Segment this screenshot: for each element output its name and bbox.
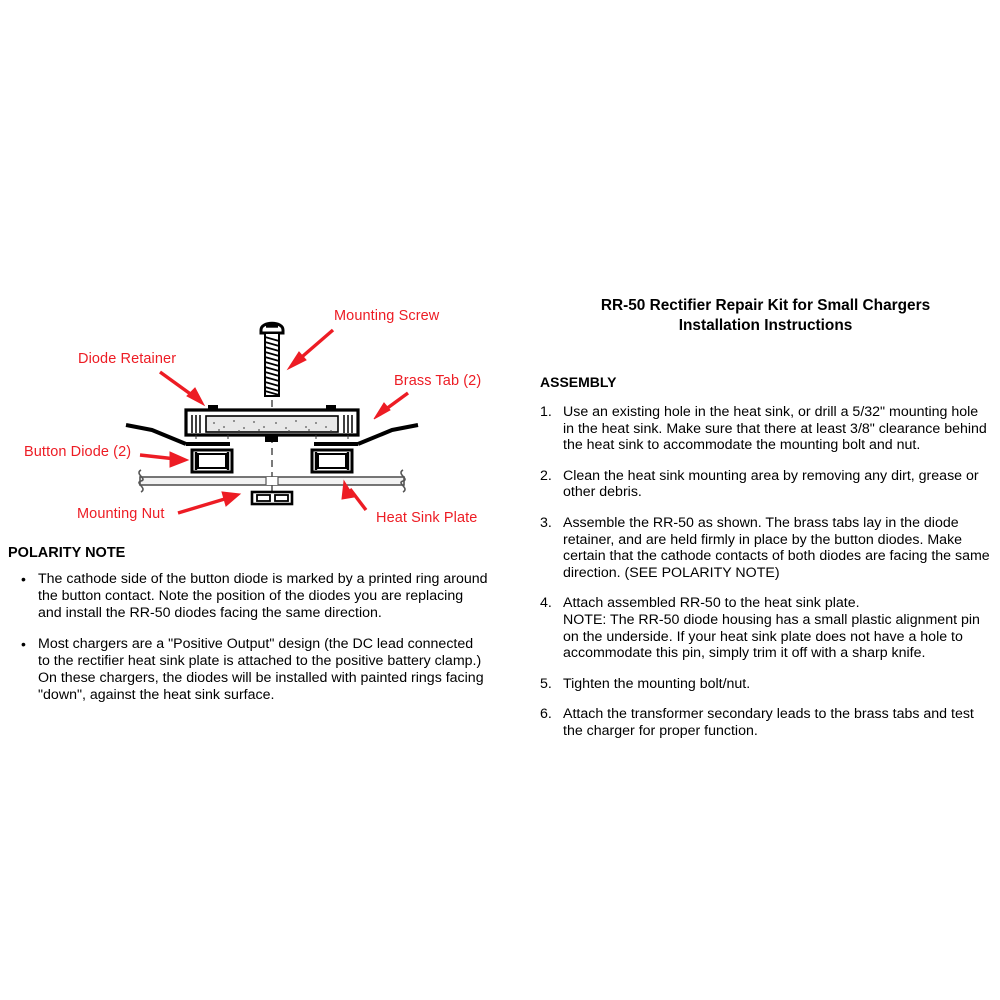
diagram-label-heat-sink-plate: Heat Sink Plate <box>376 510 478 526</box>
page-title <box>538 296 993 336</box>
step-number: 4. <box>540 595 552 612</box>
step-number: 3. <box>540 514 552 531</box>
bullet-icon: • <box>21 636 26 653</box>
step-text: Clean the heat sink mounting area by removing any dirt, grease or other debris. <box>563 467 979 501</box>
list-item <box>538 404 993 454</box>
step-number: 1. <box>540 404 552 420</box>
arrow-brass-tab <box>374 393 408 419</box>
list-item <box>8 571 488 621</box>
polarity-note-heading: POLARITY NOTE <box>8 545 126 561</box>
list-item <box>538 468 993 501</box>
diagram-label-diode-retainer: Diode Retainer <box>78 351 177 367</box>
instructions-section <box>538 296 993 740</box>
step-text: Use an existing hole in the heat sink, or drill a 5/32" mounting hole in the heat sink. Make sure that there at least 3/8" clearance behind the heat sink to accommodate the mounting bolt and nut. <box>563 404 987 454</box>
step-text: Assemble the RR-50 as shown. The brass tabs lay in the diode retainer, and are held firmly in place by the button diodes. Make certain that the cathode contacts of both diodes are facing the same direction. (SEE POLARITY NOTE) <box>563 514 990 581</box>
mounting-screw-drawing <box>261 323 283 396</box>
arrow-mounting-nut <box>178 492 240 513</box>
list-item <box>8 636 488 703</box>
step-number: 6. <box>540 706 552 723</box>
list-item <box>538 595 993 661</box>
arrow-button-diode <box>140 452 188 467</box>
title-line-2: Installation Instructions <box>678 317 853 334</box>
diagram-label-mounting-nut: Mounting Nut <box>77 506 165 522</box>
diagram-label-button-diode: Button Diode (2) <box>24 444 132 460</box>
mounting-nut-drawing <box>252 492 292 504</box>
arrow-mounting-screw <box>288 330 333 369</box>
polarity-note-section <box>8 545 488 704</box>
assembly-heading: ASSEMBLY <box>540 374 617 390</box>
title-line-1: RR-50 Rectifier Repair Kit for Small Chargers <box>600 297 931 314</box>
arrow-diode-retainer <box>160 372 204 405</box>
step-number: 2. <box>540 467 552 484</box>
step-note: NOTE: The RR-50 diode housing has a small plastic alignment pin on the underside. If your heat sink plate does not have a hole to accommodate this pin, simply trim it off with a sharp knife. <box>563 611 980 662</box>
list-item <box>538 515 993 581</box>
step-text: Attach assembled RR-50 to the heat sink plate. <box>563 595 860 612</box>
polarity-note-text: Most chargers are a "Positive Output" design (the DC lead connected to the rectifier heat sink plate is attached to the positive battery clamp.) On these chargers, the diodes will be installed with painted rings facing "down", against the heat sink surface. <box>38 636 484 703</box>
step-text: Tighten the mounting bolt/nut. <box>563 675 751 692</box>
step-text: Attach the transformer secondary leads to the brass tabs and test the charger for proper function. <box>563 706 974 739</box>
list-item <box>538 676 993 693</box>
step-number: 5. <box>540 675 552 692</box>
diagram-label-brass-tab: Brass Tab (2) <box>394 373 482 389</box>
assembly-steps-list <box>538 404 993 740</box>
list-item <box>538 706 993 739</box>
bullet-icon: • <box>21 571 26 587</box>
polarity-note-list <box>8 571 488 704</box>
diagram-label-mounting-screw: Mounting Screw <box>334 308 440 324</box>
polarity-note-text: The cathode side of the button diode is marked by a printed ring around the button contact. Note the position of the diodes you are replacing and install the RR-50 diodes facing the same direction. <box>38 571 488 621</box>
